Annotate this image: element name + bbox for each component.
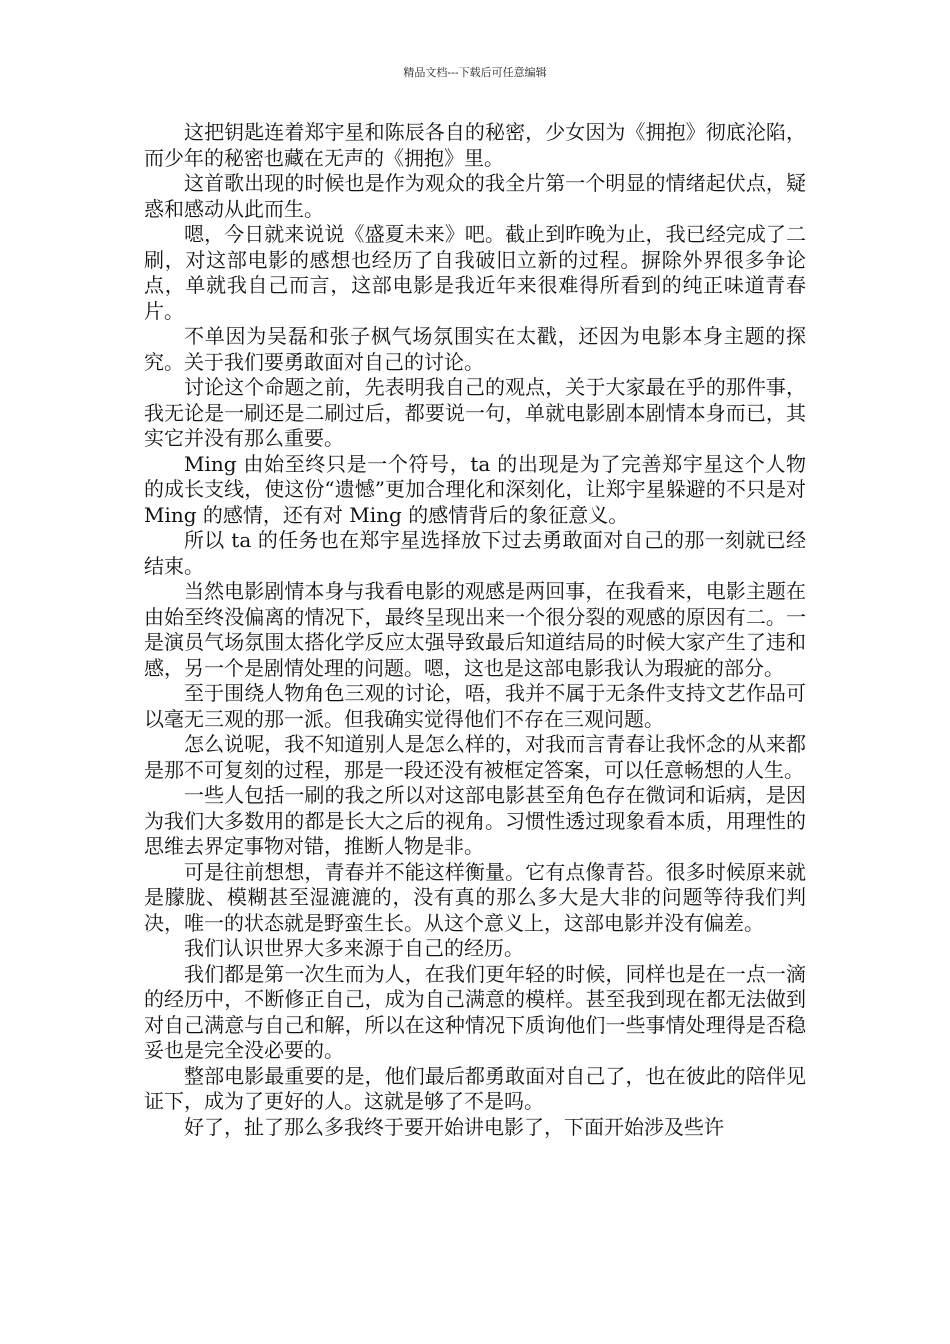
- paragraph: Ming 由始至终只是一个符号，ta 的出现是为了完善郑宇星这个人物的成长支线，使这份“遗憾”更加合理化和深刻化，让郑宇星躲避的不只是对 Ming 的感情，还有对 Ming 的感情背后的象征意义。: [144, 451, 806, 527]
- paragraph: 好了，扯了那么多我终于要开始讲电影了，下面开始涉及些许: [184, 1114, 724, 1139]
- paragraph: 不单因为吴磊和张子枫气场氛围实在太戳，还因为电影本身主题的探究。关于我们要勇敢面对自己的讨论。: [144, 324, 806, 374]
- paragraph: 讨论这个命题之前，先表明我自己的观点，关于大家最在乎的那件事，我无论是一刷还是二刷过后，都要说一句，单就电影剧本剧情本身而已，其实它并没有那么重要。: [144, 375, 806, 450]
- paragraph: 这把钥匙连着郑宇星和陈辰各自的秘密，少女因为《拥抱》彻底沦陷，而少年的秘密也藏在无声的《拥抱》里。: [144, 120, 806, 170]
- paragraph: 嗯，今日就来说说《盛夏未来》吧。截止到昨晚为止，我已经完成了二刷，对这部电影的感想也经历了自我破旧立新的过程。摒除外界很多争论点，单就我自己而言，这部电影是我近年来很难得所看到的纯正味道青春片。: [144, 222, 806, 323]
- paragraph: 可是往前想想，青春并不能这样衡量。它有点像青苔。很多时候原来就是朦胧、模糊甚至湿漉漉的，没有真的那么多大是大非的问题等待我们判决，唯一的状态就是野蛮生长。从这个意义上，这部电影并没有偏差。: [144, 859, 806, 935]
- page-header: 精品文档---下载后可任意编辑: [403, 66, 547, 79]
- paragraph: 所以 ta 的任务也在郑宇星选择放下过去勇敢面对自己的那一刻就已经结束。: [144, 528, 806, 578]
- paragraph: 一些人包括一刷的我之所以对这部电影甚至角色存在微词和诟病，是因为我们大多数用的都是长大之后的视角。习惯性透过现象看本质，用理性的思维去界定事物对错，推断人物是非。: [144, 783, 806, 858]
- paragraph: 怎么说呢，我不知道别人是怎么样的，对我而言青春让我怀念的从来都是那不可复刻的过程，那是一段还没有被框定答案，可以任意畅想的人生。: [144, 732, 806, 782]
- paragraph: 我们都是第一次生而为人，在我们更年轻的时候，同样也是在一点一滴的经历中，不断修正自己，成为自己满意的模样。甚至我到现在都无法做到对自己满意与自己和解，所以在这种情况下质询他们一些事情处理得是否稳妥也是完全没必要的。: [144, 961, 806, 1062]
- paragraph: 至于围绕人物角色三观的讨论，唔，我并不属于无条件支持文艺作品可以毫无三观的那一派。但我确实觉得他们不存在三观问题。: [144, 681, 806, 731]
- paragraph: 我们认识世界大多来源于自己的经历。: [184, 936, 524, 960]
- paragraph: 整部电影最重要的是，他们最后都勇敢面对自己了，也在彼此的陪伴见证下，成为了更好的人。这就是够了不是吗。: [144, 1063, 806, 1113]
- paragraph: 这首歌出现的时候也是作为观众的我全片第一个明显的情绪起伏点，疑惑和感动从此而生。: [144, 171, 806, 221]
- paragraph: 当然电影剧情本身与我看电影的观感是两回事，在我看来，电影主题在由始至终没偏离的情况下，最终呈现出来一个很分裂的观感的原因有二。一是演员气场氛围太搭化学反应太强导致最后知道结局的时候大家产生了违和感，另一个是剧情处理的问题。嗯，这也是这部电影我认为瑕疵的部分。: [144, 579, 806, 680]
- document-body: [144, 120, 806, 1140]
